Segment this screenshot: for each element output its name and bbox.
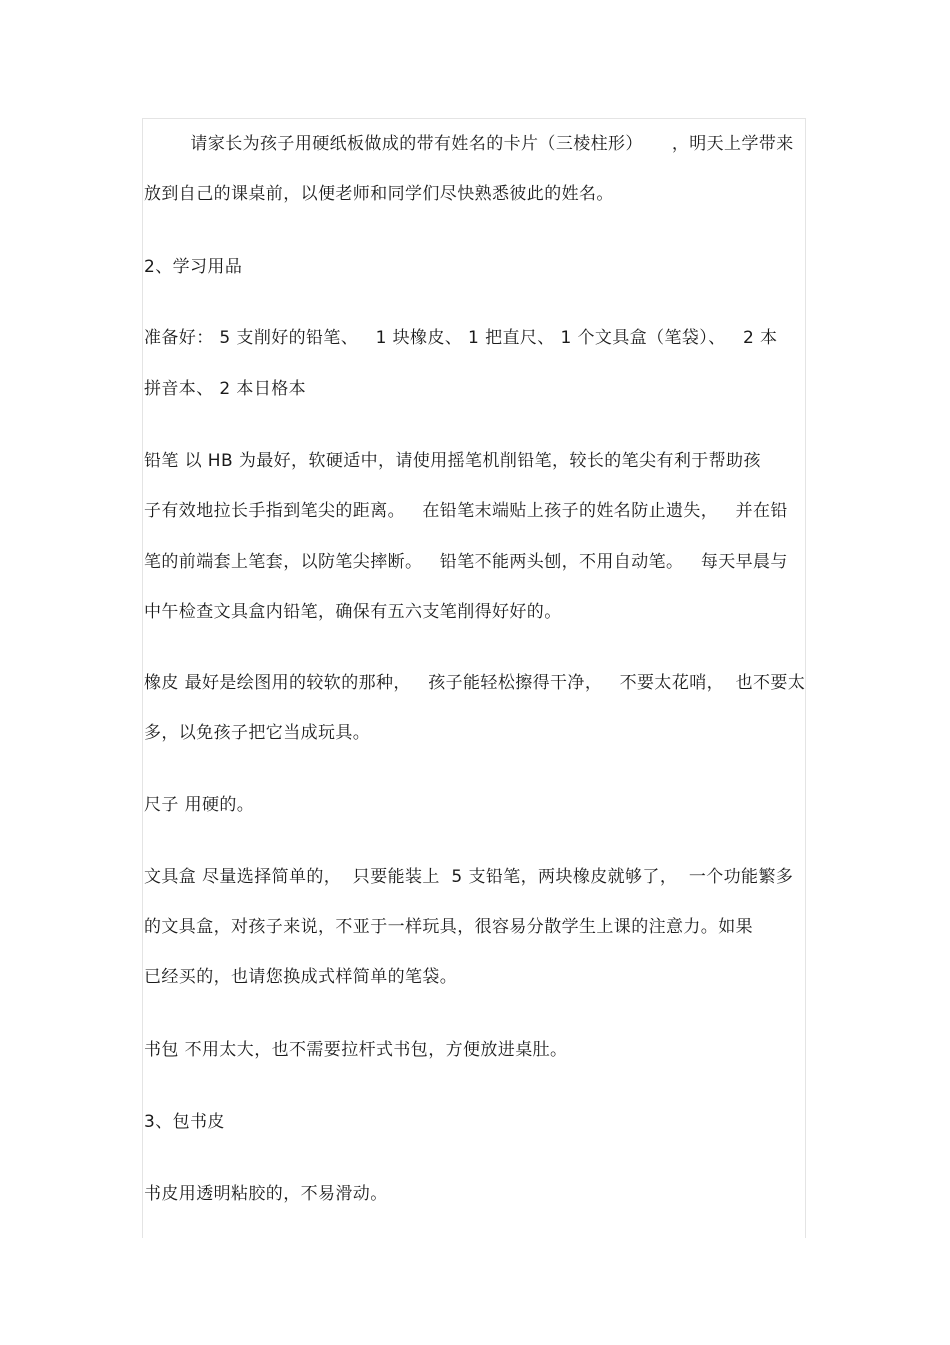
text-line: 笔的前端套上笔套，以防笔尖摔断。 铅笔不能两头刨，不用自动笔。 每天早晨与 xyxy=(144,552,788,572)
text-line: 橡皮 最好是绘图用的较软的那种， 孩子能轻松擦得干净， 不要太花哨， 也不要太 xyxy=(144,673,806,693)
text-line: 铅笔 以 HB 为最好，软硬适中，请使用摇笔机削铅笔，较长的笔尖有利于帮助孩 xyxy=(144,451,761,471)
text-line: 子有效地拉长手指到笔尖的距离。 在铅笔末端贴上孩子的姓名防止遗失， 并在铅 xyxy=(144,501,788,521)
text-line: 拼音本、 2 本日格本 xyxy=(144,379,307,399)
text-line: 请家长为孩子用硬纸板做成的带有姓名的卡片（三棱柱形） ，明天上学带来 xyxy=(144,134,794,154)
text-line: 书皮用透明粘胶的，不易滑动。 xyxy=(144,1184,388,1204)
text-line: 多，以免孩子把它当成玩具。 xyxy=(144,723,371,743)
text-line: 文具盒 尽量选择简单的， 只要能装上 5 支铅笔，两块橡皮就够了， 一个功能繁多 xyxy=(144,867,794,887)
section-heading: 3、包书皮 xyxy=(144,1112,225,1132)
text-line: 的文具盒，对孩子来说，不亚于一样玩具，很容易分散学生上课的注意力。如果 xyxy=(144,917,753,937)
text-line: 放到自己的课桌前，以便老师和同学们尽快熟悉彼此的姓名。 xyxy=(144,184,614,204)
text-line: 已经买的，也请您换成式样简单的笔袋。 xyxy=(144,967,458,987)
text-line: 书包 不用太大，也不需要拉杆式书包，方便放进桌肚。 xyxy=(144,1040,568,1060)
text-line: 尺子 用硬的。 xyxy=(144,795,255,815)
section-heading: 2、学习用品 xyxy=(144,257,243,277)
text-line: 中午检查文具盒内铅笔，确保有五六支笔削得好好的。 xyxy=(144,602,562,622)
text-line: 准备好： 5 支削好的铅笔、 1 块橡皮、 1 把直尺、 1 个文具盒（笔袋）、 2 本 xyxy=(144,328,778,348)
